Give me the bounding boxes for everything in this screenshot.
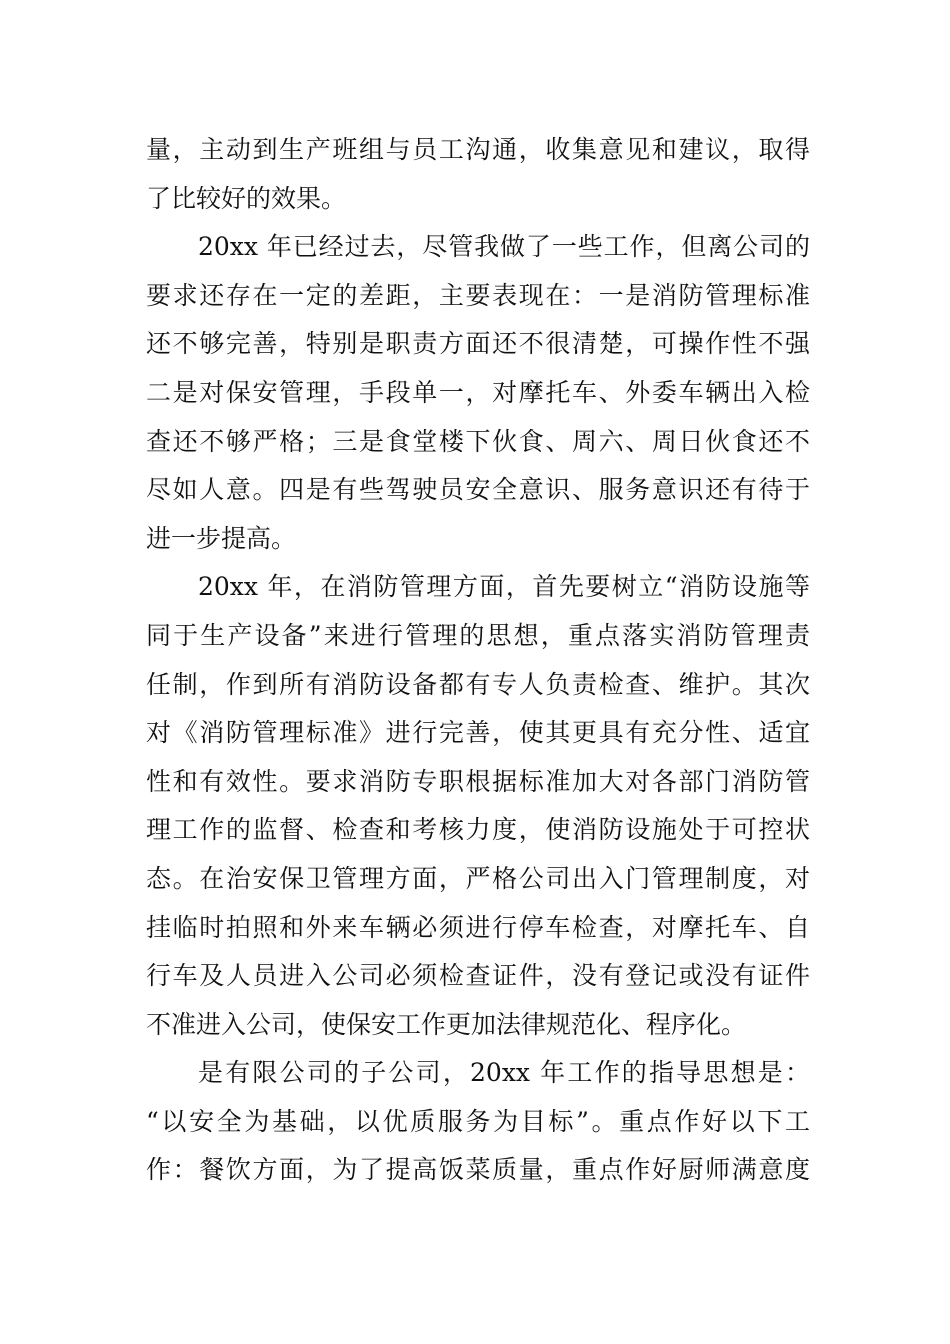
text-line: 挂临时拍照和外来车辆必须进行停车检查，对摩托车、自 xyxy=(146,912,810,942)
text-line: 理工作的监督、检查和考核力度，使消防设施处于可控状 xyxy=(146,815,810,845)
text-line: 不准进入公司，使保安工作更加法律规范化、程序化。 xyxy=(146,1009,747,1039)
text-line: 行车及人员进入公司必须检查证件，没有登记或没有证件 xyxy=(146,961,810,991)
paragraph xyxy=(146,223,810,563)
text-line: 是有限公司的子公司，20xx 年工作的指导思想是： xyxy=(198,1058,810,1088)
text-line: 作：餐饮方面，为了提高饭菜质量，重点作好厨师满意度 xyxy=(146,1155,810,1185)
text-line: 尽如人意。四是有些驾驶员安全意识、服务意识还有待于 xyxy=(146,475,810,505)
text-line: 同于生产设备”来进行管理的思想，重点落实消防管理责 xyxy=(146,620,810,650)
text-line: 态。在治安保卫管理方面，严格公司出入门管理制度，对 xyxy=(146,863,810,893)
text-line: 20xx 年已经过去，尽管我做了一些工作，但离公司的 xyxy=(198,232,810,262)
text-line: 还不够完善，特别是职责方面还不很清楚，可操作性不强 xyxy=(146,329,810,359)
text-line: 20xx 年，在消防管理方面，首先要树立“消防设施等 xyxy=(198,572,810,602)
text-line: 对《消防管理标准》进行完善，使其更具有充分性、适宜 xyxy=(146,718,810,748)
text-line: 量，主动到生产班组与员工沟通，收集意见和建议，取得 xyxy=(146,135,810,164)
text-line: “以安全为基础，以优质服务为目标”。重点作好以下工 xyxy=(146,1106,810,1136)
text-line: 二是对保安管理，手段单一，对摩托车、外委车辆出入检 xyxy=(146,377,810,407)
text-line: 任制，作到所有消防设备都有专人负责检查、维护。其次 xyxy=(146,669,810,699)
text-line: 了比较好的效果。 xyxy=(146,183,347,213)
text-line: 查还不够严格；三是食堂楼下伙食、周六、周日伙食还不 xyxy=(146,426,810,456)
text-line: 要求还存在一定的差距，主要表现在：一是消防管理标准 xyxy=(146,280,810,310)
paragraph xyxy=(146,1049,810,1195)
text-line: 进一步提高。 xyxy=(146,523,297,553)
text-line: 性和有效性。要求消防专职根据标准加大对各部门消防管 xyxy=(146,766,810,796)
paragraph xyxy=(146,126,810,223)
paragraph xyxy=(146,563,810,1049)
document-body xyxy=(146,126,810,1195)
